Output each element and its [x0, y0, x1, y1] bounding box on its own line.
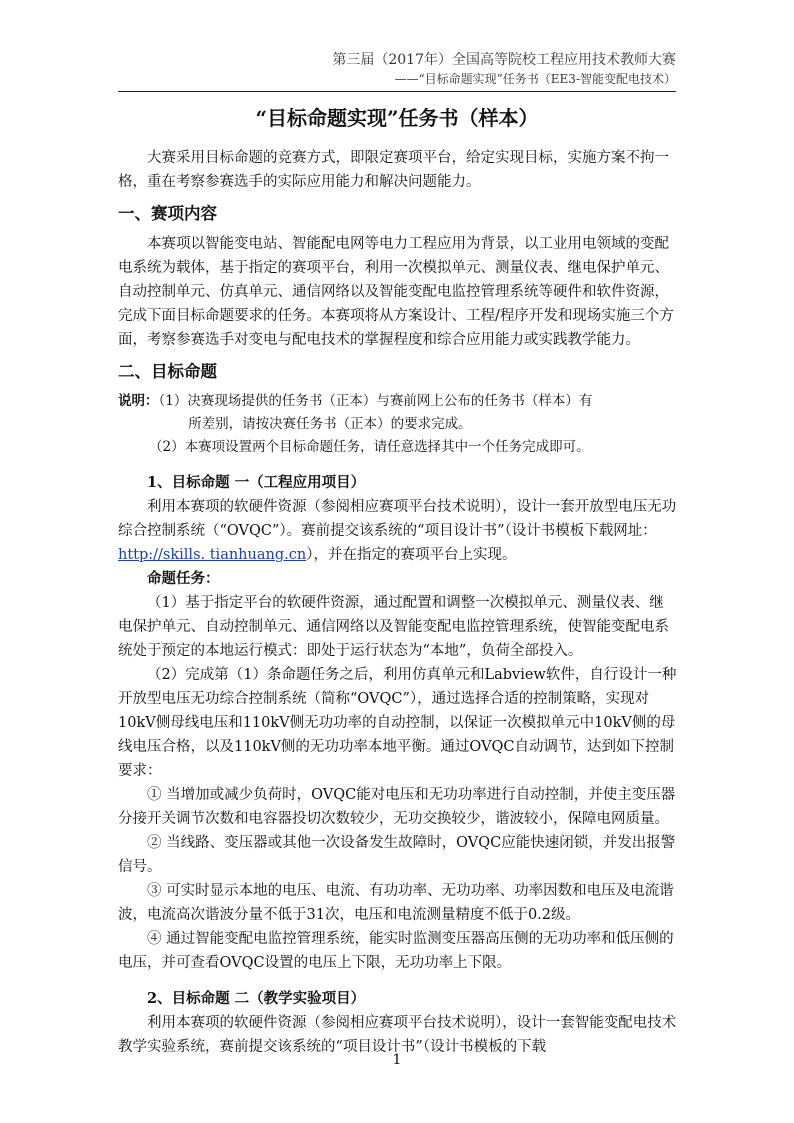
requirement-4: ④ 通过智能变配电监控管理系统，能实时监测变压器高压侧的无功功率和低压侧的电压，并可查看OVQC设置的电压上下限，无功功率上下限。 [118, 931, 674, 971]
topic1-text-pre: 利用本赛项的软硬件资源（参阅相应赛项平台技术说明），设计一套开放型电压无功综合控制系统（“OVQC”）。赛前提交该系统的“项目设计书”（设计书模板下载网址： [118, 499, 677, 539]
section1-heading: 一、赛项内容 [118, 204, 217, 223]
note-item1-line2: 所差别，请按决赛任务书（正本）的要求完成。 [188, 416, 472, 432]
task-label: 命题任务： [147, 570, 220, 587]
document-title: “目标命题实现”任务书（样本） [255, 106, 539, 130]
header-document-subtitle: ——“目标命题实现”任务书（EE3-智能变配电技术） [394, 72, 676, 86]
note-item2: （2）本赛项设置两个目标命题任务，请任意选择其中一个任务完成即可。 [149, 439, 590, 455]
page-header [0, 50, 676, 88]
section1-paragraph: 本赛项以智能变电站、智能配电网等电力工程应用为背景，以工业用电领域的变配电系统为载体，基于指定的赛项平台，利用一次模拟单元、测量仪表、继电保护单元、自动控制单元、仿真单元、通信网络以及智能变配电监控管理系统等硬件和软件资源，完成下面目标命题要求的任务。本赛项将从方案设计、工程/程序开发和现场实施三个方面，考察参赛选手对变电与配电技术的掌握程度和综合应用能力或实践教学能力。 [118, 236, 674, 348]
intro-paragraph: 大赛采用目标命题的竞赛方式，即限定赛项平台，给定实现目标，实施方案不拘一格，重在考察参赛选手的实际应用能力和解决问题能力。 [118, 150, 669, 190]
header-divider [118, 91, 676, 92]
topic2-heading: 2、目标命题 二（教学实验项目） [147, 990, 366, 1007]
header-competition-title: 第三届（2017年）全国高等院校工程应用技术教师大赛 [332, 52, 676, 68]
template-download-link[interactable]: http://skills. tianhuang.cn [118, 547, 307, 563]
note-label: 说明： [118, 393, 159, 409]
requirement-3: ③ 可实时显示本地的电压、电流、有功功率、无功功率、功率因数和电压及电流谐波，电流高次谐波分量不低于31次，电压和电流测量精度不低于0.2级。 [118, 883, 674, 923]
page-number: 1 [392, 1052, 402, 1068]
requirement-1: ① 当增加或减少负荷时，OVQC能对电压和无功功率进行自动控制，并使主变压器分接开关调节次数和电容器投切次数较少，无功交换较少，谐波较小，保障电网质量。 [118, 787, 676, 827]
note-item1-line1: （1）决赛现场提供的任务书（正本）与赛前网上公布的任务书（样本）有 [158, 393, 593, 409]
note-block [118, 390, 678, 459]
task1-paragraph: （1）基于指定平台的软硬件资源，通过配置和调整一次模拟单元、测量仪表、继电保护单元、自动控制单元、通信网络以及智能变配电监控管理系统，使智能变配电系统处于预定的本地运行模式：即处于运行状态为“本地”，负荷全部投入。 [118, 595, 669, 659]
topic1-paragraph [118, 495, 678, 567]
section2-heading: 二、目标命题 [118, 362, 217, 381]
topic1-heading: 1、目标命题 一（工程应用项目） [147, 474, 366, 491]
document-body [118, 146, 678, 1059]
topic2-paragraph: 利用本赛项的软硬件资源（参阅相应赛项平台技术说明），设计一套智能变配电技术教学实验系统，赛前提交该系统的“项目设计书”（设计书模板的下载 [118, 1015, 677, 1055]
requirement-2: ② 当线路、变压器或其他一次设备发生故障时，OVQC应能快速闭锁，并发出报警信号。 [118, 835, 676, 875]
topic1-text-post: ），并在指定的赛项平台上实现。 [306, 547, 517, 563]
task2-paragraph: （2）完成第（1）条命题任务之后，利用仿真单元和Labview软件，自行设计一种开放型电压无功综合控制系统（简称“OVQC”），通过选择合适的控制策略，实现对10kV侧母线电压和110kV侧无功功率的自动控制，以保证一次模拟单元中10kV侧的母线电压合格，以及110kV侧的无功功率本地平衡。通过OVQC自动调节，达到如下控制要求： [118, 667, 677, 779]
